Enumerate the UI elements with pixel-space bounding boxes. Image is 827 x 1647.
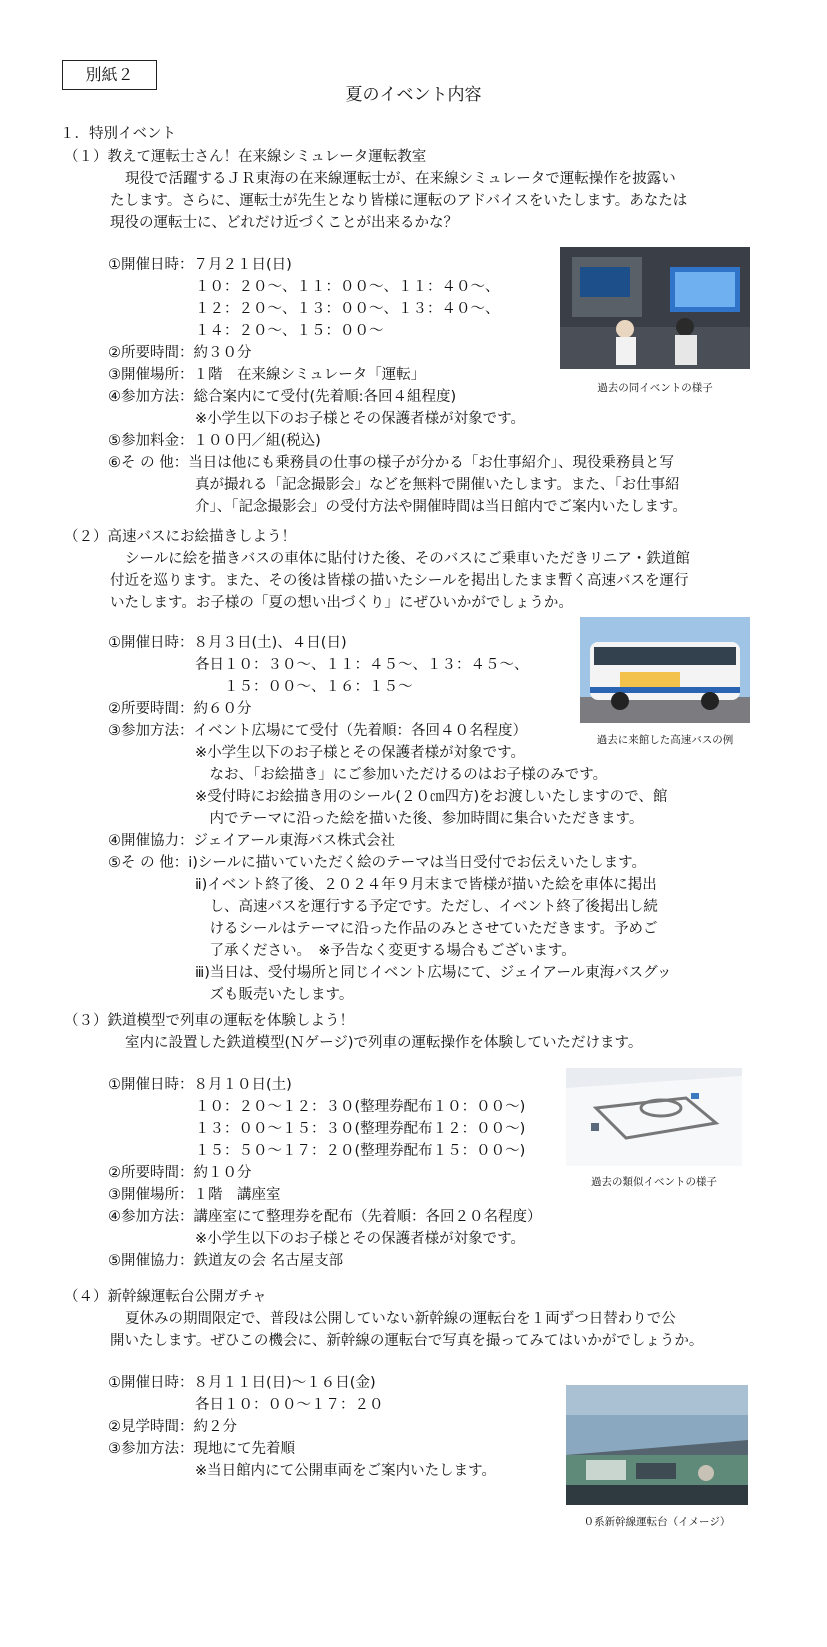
event2-detail-line: ④開催協力：ジェイアール東海バス株式会社 [108,833,396,849]
event3-detail-line: １０：２０～１２：３０(整理券配布１０：００～) [108,1099,526,1115]
event1-detail-line: ⑥そ の 他：当日は他にも乗務員の仕事の様子が分かる「お仕事紹介」、現役乗務員と写 [108,455,674,471]
event2-detail-line: ※受付時にお絵描き用のシール(２０㎝四方)をお渡しいたしますので、館 [108,789,668,805]
event1-detail-line: １４：２０～、１５：００～ [108,323,384,339]
event3-detail-line: ③開催場所：１階 講座室 [108,1187,281,1203]
event1-detail-line: 介」、「記念撮影会」の受付方法や開催時間は当日館内でご案内いたします。 [108,499,687,515]
event1-detail-line: ①開催日時：７月２１日(日) [108,257,292,273]
model-railway-photo [566,1068,742,1166]
event4-intro-line: 夏休みの期間限定で、普段は公開していない新幹線の運転台を１両ずつ日替わりで公 [125,1311,676,1327]
event1-intro-line: 現役で活躍するＪＲ東海の在来線運転士が、在来線シミュレータで運転操作を披露い [125,171,676,187]
event2-intro-line: シールに絵を描きバスの車体に貼付けた後、そのバスにご乗車いただきリニア・鉄道館 [125,551,690,567]
event1-intro-line: たします。さらに、運転士が先生となり皆様に運転のアドバイスをいたします。あなたは [110,193,688,209]
event2-intro-line: 付近を巡ります。また、その後は皆様の描いたシールを掲出したまま暫く高速バスを運行 [110,573,689,589]
event4-detail-line: ③参加方法：現地にて先着順 [108,1441,295,1457]
event2-detail-line: １５：００～、１６：１５～ [108,679,413,695]
event4-detail-line: ※当日館内にて公開車両をご案内いたします。 [108,1463,496,1479]
event3-detail-line: ⑤開催協力：鉄道友の会 名古屋支部 [108,1253,344,1269]
bus-photo-caption: 過去に来館した高速バスの例 [596,734,734,746]
event4-heading: （４）新幹線運転台公開ガチャ [64,1289,267,1305]
event2-detail-line: し、高速バスを運行する予定です。ただし、イベント終了後掲出し続 [108,899,658,915]
event1-detail-line: 真が撮れる「記念撮影会」などを無料で開催いたします。また、「お仕事紹 [108,477,680,493]
event3-intro-line: 室内に設置した鉄道模型(Ｎゲージ)で列車の運転操作を体験していただけます。 [125,1035,643,1051]
event1-detail-line: ④参加方法：総合案内にて受付(先着順:各回４組程度) [108,389,457,405]
event3-detail-line: １３：００～１５：３０(整理券配布１２：００～) [108,1121,526,1137]
event3-detail-line: ※小学生以下のお子様とその保護者様が対象です。 [108,1231,525,1247]
event1-detail-line: ②所要時間：約３０分 [108,345,252,361]
simulator-photo-caption: 過去の同イベントの様子 [597,382,713,394]
event2-intro-line: いたします。お子様の「夏の想い出づくり」にぜひいかがでしょうか。 [110,595,573,611]
event3-detail-line: ①開催日時：８月１０日(土) [108,1077,292,1093]
event3-detail-line: １５：５０～１７：２０(整理券配布１５：００～) [108,1143,526,1159]
event2-detail-line: 各日１０：３０～、１１：４５～、１３：４５～、 [108,657,529,673]
event2-detail-line: ズも販売いたします。 [108,987,354,1003]
event2-detail-line: ②所要時間：約６０分 [108,701,252,717]
event3-detail-line: ②所要時間：約１０分 [108,1165,252,1181]
event2-detail-line: けるシールはテーマに沿った作品のみとさせていただきます。予めご [108,921,658,937]
event1-detail-line: １２：２０～、１３：００～、１３：４０～、 [108,301,500,317]
event1-detail-line: ※小学生以下のお子様とその保護者様が対象です。 [108,411,525,427]
event2-detail-line: 了承ください。 ※予告なく変更する場合もございます。 [108,943,576,959]
event2-detail-line: ③参加方法：イベント広場にて受付（先着順：各回４０名程度） [108,723,527,739]
event1-heading: （１）教えて運転士さん！在来線シミュレータ運転教室 [64,149,427,165]
event2-detail-line: ⑤そ の 他：ⅰ)シールに描いていただく絵のテーマは当日受付でお伝えいたします。 [108,855,646,871]
event2-detail-line: ⅲ)当日は、受付場所と同じイベント広場にて、ジェイアール東海バスグッ [108,965,672,981]
event1-detail-line: ③開催場所：１階 在来線シミュレータ「運転」 [108,367,426,383]
event4-detail-line: 各日１０：００～１７：２０ [108,1397,384,1413]
event2-heading: （２）高速バスにお絵描きしよう！ [64,529,296,545]
attachment-tag: 別紙２ [62,60,157,90]
section-heading: １．特別イベント [60,126,176,142]
event1-intro-line: 現役の運転士に、どれだけ近づくことが出来るかな？ [110,215,458,231]
model-railway-photo-caption: 過去の類似イベントの様子 [591,1176,717,1188]
event2-detail-line: ①開催日時：８月３日(土)、４日(日) [108,635,347,651]
event3-heading: （３）鉄道模型で列車の運転を体験しよう！ [64,1013,354,1029]
event2-detail-line: ※小学生以下のお子様とその保護者様が対象です。 [108,745,525,761]
event3-detail-line: ④参加方法：講座室にて整理券を配布（先着順：各回２０名程度） [108,1209,542,1225]
simulator-photo [560,247,750,369]
event4-detail-line: ②見学時間：約２分 [108,1419,237,1435]
event2-detail-line: 内でテーマに沿った絵を描いた後、参加時間に集合いただきます。 [108,811,644,827]
shinkansen-cab-photo [566,1385,748,1505]
event1-detail-line: １０：２０～、１１：００～、１１：４０～、 [108,279,500,295]
event2-detail-line: ⅱ)イベント終了後、２０２４年９月末まで皆様が描いた絵を車体に掲出 [108,877,657,893]
bus-photo [580,617,750,723]
event1-detail-line: ⑤参加料金：１００円／組(税込) [108,433,321,449]
event4-detail-line: ①開催日時：８月１１日(日)～１６日(金) [108,1375,376,1391]
shinkansen-cab-photo-caption: ０系新幹線運転台（イメージ） [583,1516,731,1528]
event4-intro-line: 開いたします。ぜひこの機会に、新幹線の運転台で写真を撮ってみてはいかがでしょうか。 [110,1333,704,1349]
event2-detail-line: なお、「お絵描き」にご参加いただけるのはお子様のみです。 [108,767,608,783]
page-title: 夏のイベント内容 [345,85,482,105]
